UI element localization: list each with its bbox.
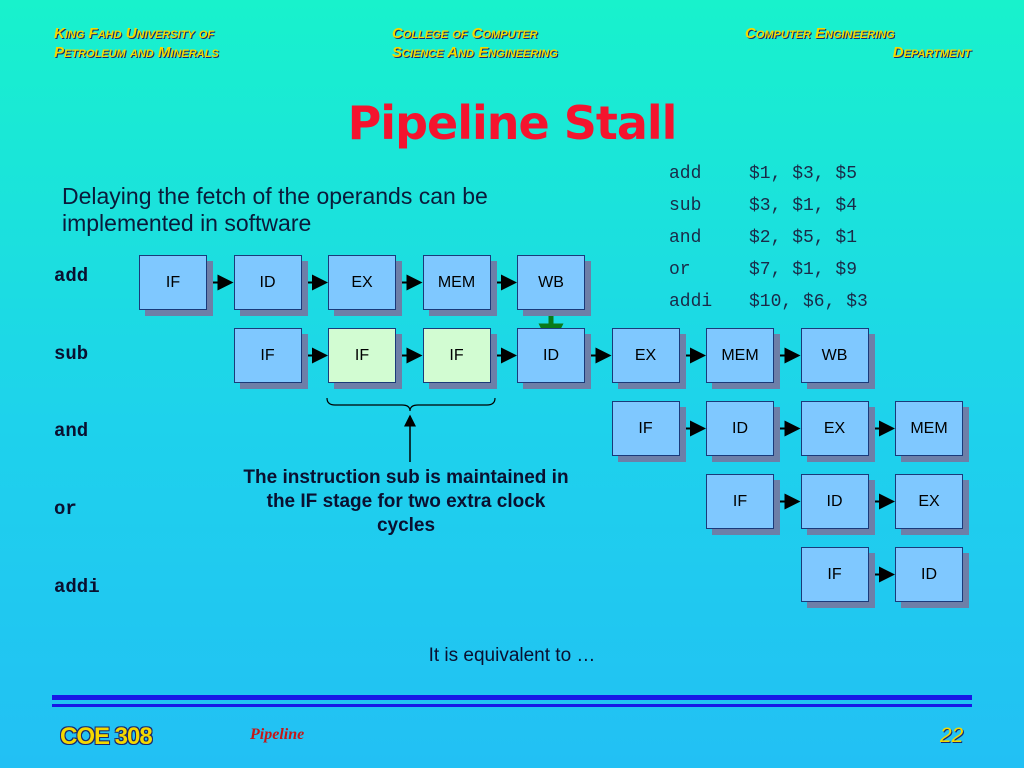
code-op: or [669,260,691,280]
stage-box-add-1: ID [234,255,302,310]
stage-box-and-0: IF [612,401,680,456]
header-university-line1: King Fahd University of [54,25,215,42]
footer-rule [52,704,972,707]
stage-box-addi-1: ID [895,547,963,602]
stage-box-add-0: IF [139,255,207,310]
stage-box-sub-6: WB [801,328,869,383]
code-op: and [669,228,702,248]
code-op: add [669,164,702,184]
stage-box-and-3: MEM [895,401,963,456]
code-args: $2, $5, $1 [749,228,858,248]
stage-box-or-0: IF [706,474,774,529]
stage-box-and-1: ID [706,401,774,456]
equivalent-text: It is equivalent to … [428,645,596,666]
header-college-line2: Science And Engineering [392,44,558,61]
header-department-line2: Department [892,44,971,61]
page-number: 22 [940,724,964,747]
row-label-or: or [54,498,77,520]
slide-title: Pipeline Stall [347,96,677,150]
stage-box-add-3: MEM [423,255,491,310]
code-args: $7, $1, $9 [749,260,858,280]
code-args: $1, $3, $5 [749,164,858,184]
stage-box-sub-0: IF [234,328,302,383]
stage-box-add-4: WB [517,255,585,310]
stage-box-or-1: ID [801,474,869,529]
row-label-and: and [54,420,89,442]
stage-box-add-2: EX [328,255,396,310]
stage-box-or-2: EX [895,474,963,529]
stage-box-and-2: EX [801,401,869,456]
stage-box-addi-0: IF [801,547,869,602]
header-college-line1: College of Computer [392,25,538,42]
code-args: $10, $6, $3 [749,292,868,312]
header-department-line1: Computer Engineering [745,25,895,42]
stall-note: The instruction sub is maintained in the IF stage for two extra clock cycles [243,467,569,536]
row-label-addi: addi [54,576,100,598]
intro-text: Delaying the fetch of the operands can be implemented in software [62,183,488,236]
course-code: COE 308 [60,723,152,750]
code-args: $3, $1, $4 [749,196,858,216]
row-label-sub: sub [54,343,89,365]
stage-box-sub-3: ID [517,328,585,383]
stage-box-sub-5: MEM [706,328,774,383]
stage-box-sub-2: IF [423,328,491,383]
footer-rule [52,695,972,700]
code-op: sub [669,196,702,216]
code-op: addi [669,292,713,312]
stage-box-sub-1: IF [328,328,396,383]
stage-box-sub-4: EX [612,328,680,383]
stall-brace [327,398,495,411]
topic-label: Pipeline [250,726,305,743]
header-university-line2: Petroleum and Minerals [54,44,219,61]
row-label-add: add [54,265,89,287]
